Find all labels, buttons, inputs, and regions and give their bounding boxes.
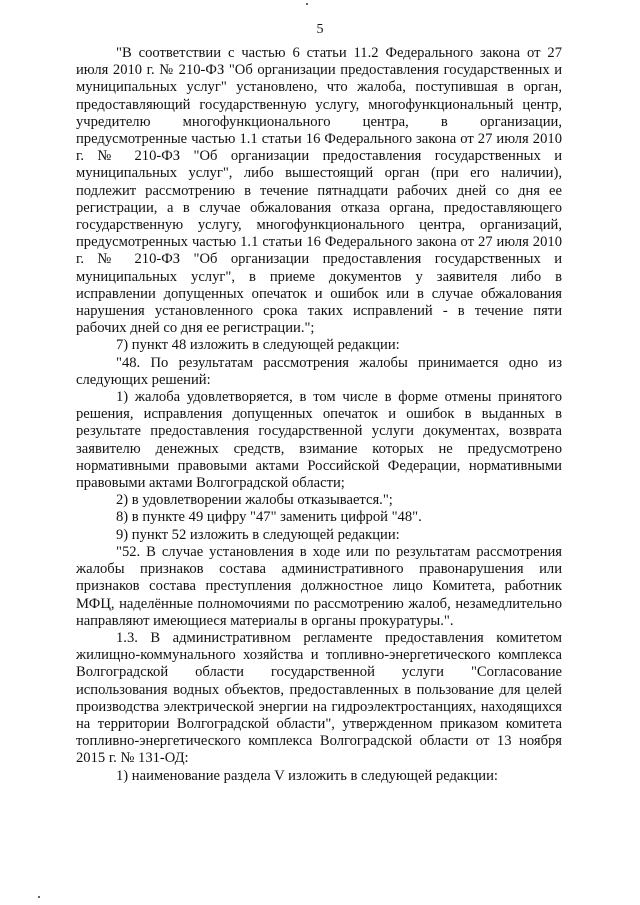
paragraph-point-48: "48. По результатам рассмотрения жалобы принимается одно из следующих решений:: [76, 354, 562, 388]
paragraph-section-1-3: 1.3. В административном регламенте предоставления комитетом жилищно-коммунального хозяйства и топливно-энергетического комплекса Волгоградской области государственной услуги "Согласование использования водных объектов, предоставленных в пользование для целей производства электрической энергии на гидроэлектростанциях, находящихся на территории Волгоградской области", утвержденном приказом комитета топливно-энергетического комплекса Волгоградской области от 13 ноября 2015 г. № 131-ОД:: [76, 629, 562, 767]
paragraph-decision-2: 2) в удовлетворении жалобы отказывается.";: [116, 492, 393, 509]
page-number: 5: [316, 22, 324, 37]
paragraph-item-8: 8) в пункте 49 цифру "47" заменить цифрой "48".: [116, 509, 422, 526]
paragraph-point-52: "52. В случае установления в ходе или по результатам рассмотрения жалобы признаков состава административного правонарушения или признаков состава преступления должностное лицо Комитета, работник МФЦ, наделённые полномочиями по рассмотрению жалоб, незамедлительно направляют имеющиеся материалы в органы прокуратуры.".: [76, 543, 562, 629]
paragraph-item-1-section-v: 1) наименование раздела V изложить в следующей редакции:: [116, 767, 498, 784]
paragraph-item-7: 7) пункт 48 изложить в следующей редакции:: [116, 337, 400, 354]
scan-speck-bottom: [38, 896, 40, 898]
paragraph-item-9: 9) пункт 52 изложить в следующей редакции:: [116, 526, 400, 543]
paragraph-decision-1: 1) жалоба удовлетворяется, в том числе в форме отмены принятого решения, исправления допущенных опечаток и ошибок в выданных в результате предоставления государственной услуги документах, возврата заявителю денежных средств, взимание которых не предусмотрено нормативными правовыми актами Российской Федерации, нормативными правовыми актами Волгоградской области;: [76, 389, 562, 492]
document-body: [76, 45, 562, 785]
scan-speck-top: [306, 3, 308, 5]
paragraph-quote-article-11-2: "В соответствии с частью 6 статьи 11.2 Федерального закона от 27 июля 2010 г. № 210-ФЗ "Об организации предоставления государственных и муниципальных услуг" установлено, что жалоба, поступившая в орган, предоставляющий государственную услугу, многофункциональный центр, учредителю многофункционального центра, в организации, предусмотренные частью 1.1 статьи 16 Федерального закона от 27 июля 2010 г. № 210-ФЗ "Об организации предоставления государственных и муниципальных услуг", либо вышестоящий орган (при его наличии), подлежит рассмотрению в течение пятнадцати рабочих дней со дня ее регистрации, а в случае обжалования отказа органа, предоставляющего государственную услугу, многофункционального центра, организаций, предусмотренных частью 1.1 статьи 16 Федерального закона от 27 июля 2010 г. № 210-ФЗ "Об организации предоставления государственных и муниципальных услуг", в приеме документов у заявителя либо в исправлении допущенных опечаток и ошибок или в случае обжалования нарушения установленного срока таких исправлений - в течение пяти рабочих дней со дня ее регистрации.";: [76, 45, 562, 337]
